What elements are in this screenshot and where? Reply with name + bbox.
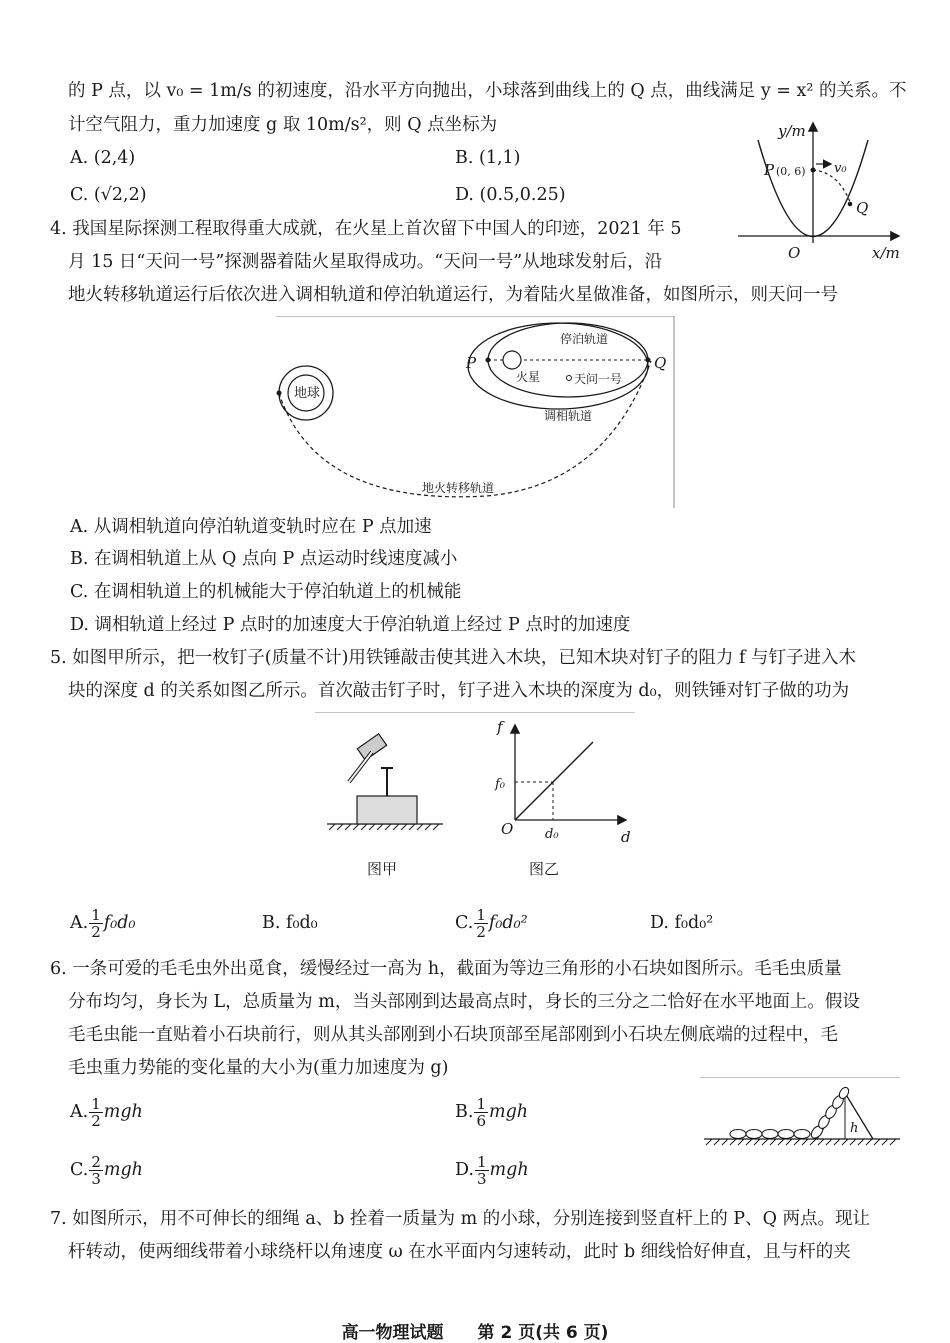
point-q-dot [848,202,853,207]
q4-option-d: D. 调相轨道上经过 P 点时的加速度大于停泊轨道上经过 P 点时的加速度 [70,615,631,635]
point-p-coord: (0, 6) [776,165,806,178]
q4-option-b: B. 在调相轨道上从 Q 点向 P 点运动时线速度减小 [70,549,458,569]
v0-label: v₀ [834,161,847,176]
phasing-orbit-label: 调相轨道 [544,409,593,423]
q6-option-d: D. $\frac{1}{3}$ mgh [455,1153,529,1188]
q5-line-2: 块的深度 d 的关系如图乙所示。首次敲击钉子时，钉子进入木块的深度为 d₀，则铁锤对钉子做的功为 [68,681,850,701]
origin-label: O [788,244,801,262]
parking-orbit-label: 停泊轨道 [560,332,609,346]
q6-option-c: C. $\frac{2}{3}$ mgh [70,1153,143,1188]
earth-label: 地球 [294,386,321,401]
mars [503,351,521,369]
point-p-label: P [466,354,477,372]
q6-option-b: B. $\frac{1}{6}$ mgh [455,1095,529,1130]
q7-line-2: 杆转动，使两细线带着小球绕杆以角速度 ω 在水平面内匀速转动，此时 b 细线恰好伸直，且与杆的夹 [68,1242,851,1262]
q6-line-4: 毛虫重力势能的变化量的大小为(重力加速度为 g) [68,1058,449,1078]
caption-a: 图甲 [367,860,398,878]
q5-option-b: B. f₀d₀ [262,913,318,933]
q5-option-d: D. f₀d₀² [650,913,714,933]
q5-option-c: C. $\frac{1}{2}$ f₀d₀² [455,906,528,941]
y-axis-label: y/m [778,122,806,140]
x-axis-label: x/m [872,244,900,262]
q6-option-a: A. $\frac{1}{2}$ mgh [70,1095,143,1130]
point-q-dot [646,358,651,363]
hammer-nail-block [327,734,443,830]
caption-b: 图乙 [529,860,560,878]
q4-option-a: A. 从调相轨道向停泊轨道变轨时应在 P 点加速 [70,517,432,537]
q5-option-a: A. $\frac{1}{2}$ f₀d₀ [70,906,136,941]
q4-option-c: C. 在调相轨道上的机械能大于停泊轨道上的机械能 [70,582,462,602]
q5-line-1: 5. 如图甲所示，把一枚钉子(质量不计)用铁锤敲击使其进入木块，已知木块对钉子的阻力 f 与钉子进入木 [50,648,857,668]
d-axis-label: d [621,828,631,846]
d0-label: d₀ [545,827,559,842]
probe-dot [567,376,572,381]
q7-line-1: 7. 如图所示，用不可伸长的细绳 a、b 拴着一质量为 m 的小球，分别连接到竖直杆上的 P、Q 两点。现让 [50,1209,870,1229]
probe-label: 天问一号 [574,372,623,386]
q5-figure [315,712,640,887]
q3-line-1: 的 P 点，以 v₀ = 1m/s 的初速度，沿水平方向抛出，小球落到曲线上的 Q 点，曲线满足 y = x² 的关系。不 [68,81,907,101]
q3-line-2: 计空气阻力，重力加速度 g 取 10m/s²，则 Q 点坐标为 [68,115,498,135]
caterpillar [730,1086,851,1140]
q3-option-a: A. (2,4) [70,148,136,168]
point-q-label: Q [856,199,869,217]
mars-label: 火星 [516,370,541,384]
point-q-label: Q [654,354,667,372]
q4-line-3: 地火转移轨道运行后依次进入调相轨道和停泊轨道运行，为着陆火星做准备，如图所示，则天问一号 [68,285,838,305]
q3-option-c: C. (√2,2) [70,185,147,205]
point-p-dot [486,358,491,363]
height-label: h [850,1121,859,1136]
q6-caterpillar-figure [700,1077,905,1147]
q3-option-d: D. (0.5,0.25) [455,185,566,205]
q6-line-2: 分布均匀，身长为 L，总质量为 m，当头部刚到达最高点时，身长的三分之二恰好在水平地面上。假设 [68,992,860,1012]
point-p-label: P [764,161,775,179]
f-axis-label: f [497,718,503,736]
q3-option-b: B. (1,1) [455,148,521,168]
f-d-line [515,742,593,820]
q4-orbit-figure [276,316,676,508]
page-footer: 高一物理试题 第 2 页(共 6 页) [341,1323,609,1343]
transfer-orbit-label: 地火转移轨道 [422,481,495,495]
q3-parabola-figure [738,118,908,263]
q4-line-2: 月 15 日“天问一号”探测器着陆火星取得成功。“天问一号”从地球发射后，沿 [68,252,663,272]
origin-label: O [501,820,514,838]
q6-line-1: 6. 一条可爱的毛毛虫外出觅食，缓慢经过一高为 h，截面为等边三角形的小石块如图所示。毛毛虫质量 [50,959,842,979]
f0-label: f₀ [495,777,506,792]
q6-line-3: 毛毛虫能一直贴着小石块前行，则从其头部刚到小石块顶部至尾部刚到小石块左侧底端的过程中，毛 [68,1025,838,1045]
q4-line-1: 4. 我国星际探测工程取得重大成就，在火星上首次留下中国人的印迹，2021 年 5 [50,219,682,239]
